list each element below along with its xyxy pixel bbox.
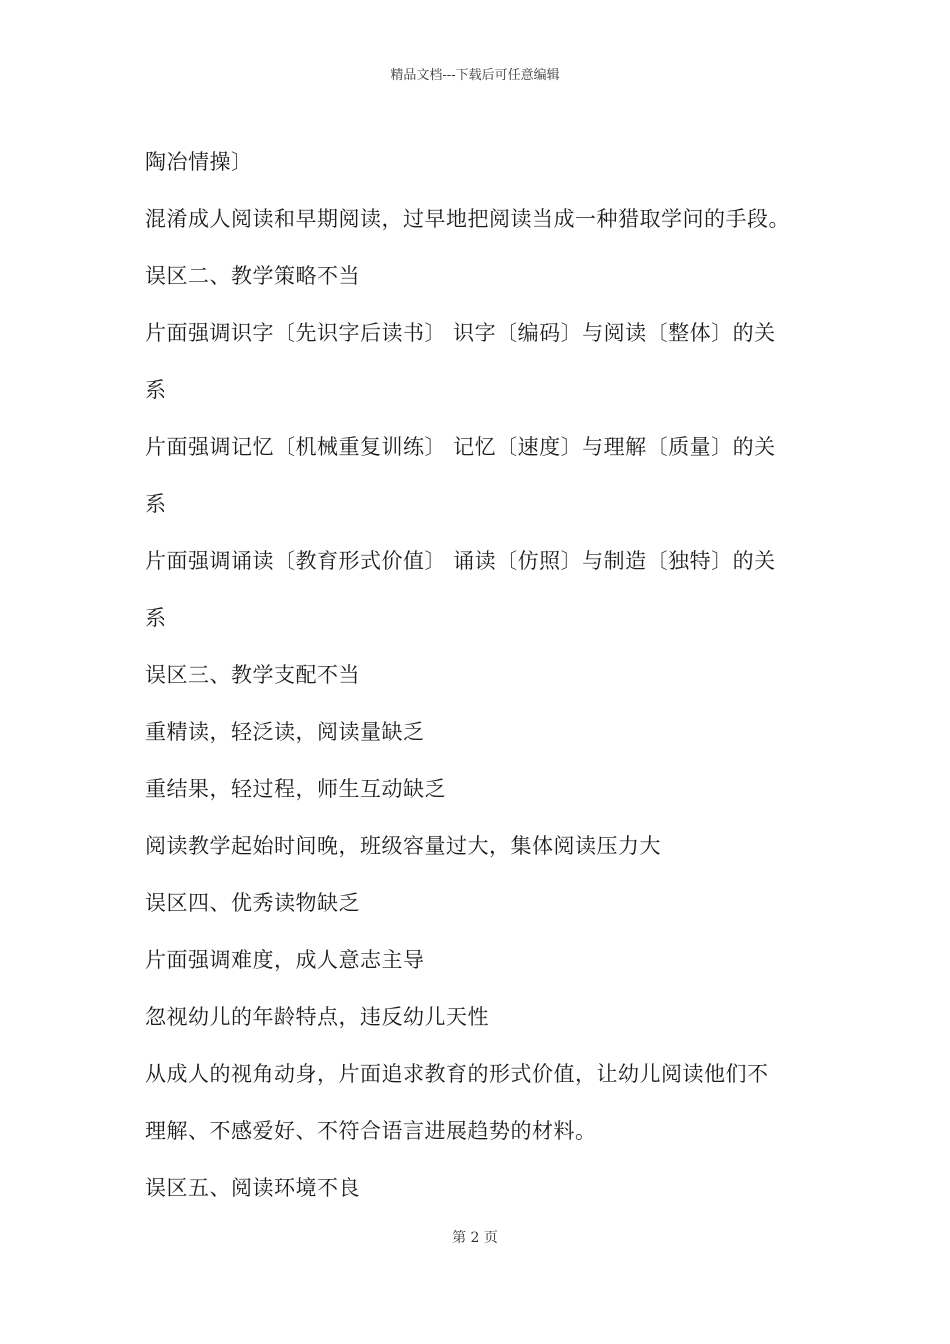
text-line: 系	[145, 492, 167, 516]
text-line: 陶冶情操〕	[145, 150, 253, 174]
text-line: 从成人的视角动身，片面追求教育的形式价值，让幼儿阅读他们不	[145, 1062, 769, 1086]
text-line: 重结果，轻过程，师生互动缺乏	[145, 777, 446, 801]
text-line: 片面强调诵读〔教育形式价值〕 诵读〔仿照〕与制造〔独特〕的关	[145, 549, 776, 573]
document-body	[145, 134, 813, 1217]
text-line: 系	[145, 378, 167, 402]
section-heading: 误区四、优秀读物缺乏	[145, 891, 360, 915]
text-line: 片面强调记忆〔机械重复训练〕 记忆〔速度〕与理解〔质量〕的关	[145, 435, 776, 459]
page-header: 精品文档---下载后可任意编辑	[390, 68, 560, 83]
page-number: 第 2 页	[452, 1230, 498, 1246]
text-line: 混淆成人阅读和早期阅读，过早地把阅读当成一种猎取学问的手段。	[145, 207, 790, 231]
text-line: 重精读，轻泛读，阅读量缺乏	[145, 720, 425, 744]
section-heading: 误区三、教学支配不当	[145, 663, 360, 687]
section-heading: 误区五、阅读环境不良	[145, 1176, 360, 1200]
text-line: 忽视幼儿的年龄特点，违反幼儿天性	[145, 1005, 489, 1029]
text-line: 片面强调识字〔先识字后读书〕 识字〔编码〕与阅读〔整体〕的关	[145, 321, 776, 345]
text-line: 阅读教学起始时间晚，班级容量过大，集体阅读压力大	[145, 834, 661, 858]
section-heading: 误区二、教学策略不当	[145, 264, 360, 288]
text-line: 系	[145, 606, 167, 630]
text-line: 片面强调难度，成人意志主导	[145, 948, 425, 972]
text-line: 理解、不感爱好、不符合语言进展趋势的材料。	[145, 1119, 597, 1143]
